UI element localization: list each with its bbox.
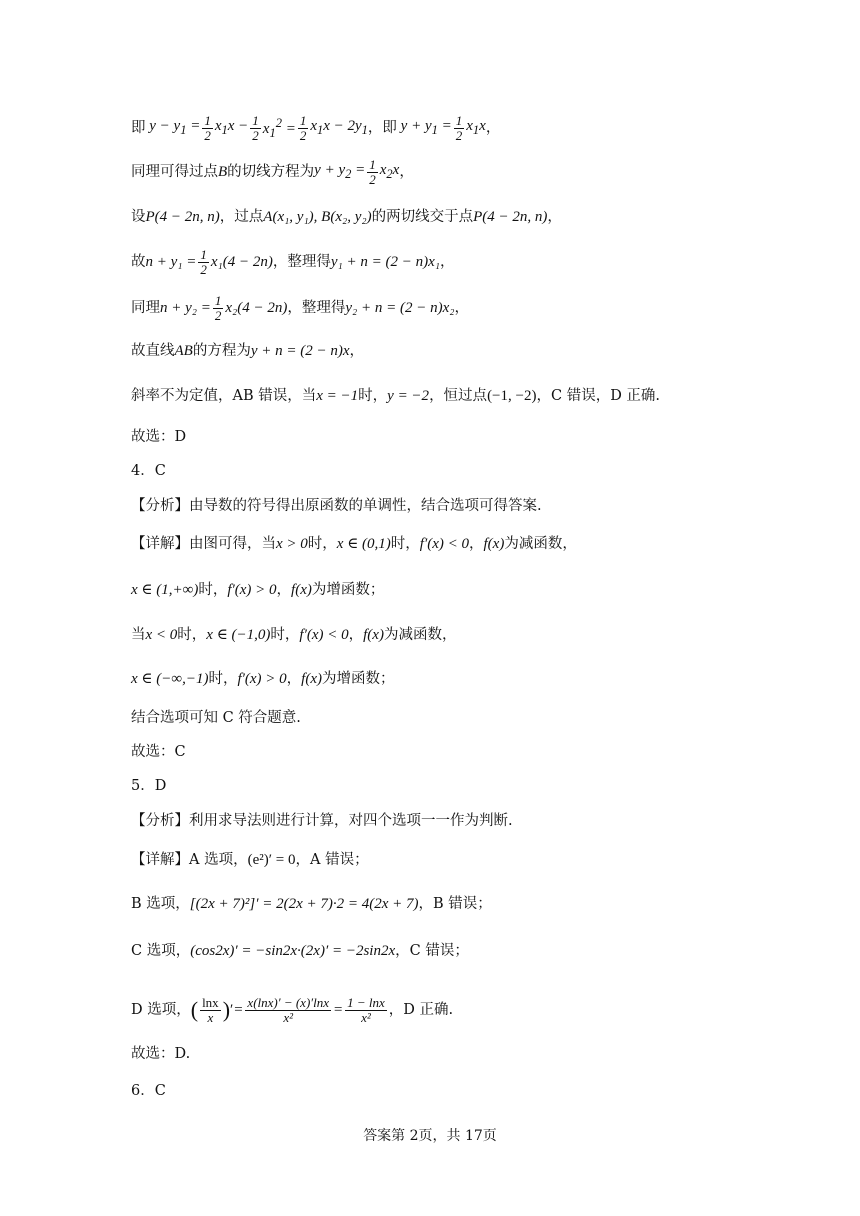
text: 即 [131, 120, 146, 136]
text: 由导数的符号得出原函数的单调性，结合选项可得答案. [189, 498, 542, 514]
text: 故直线 [131, 343, 175, 359]
question-number: 4．C [131, 463, 166, 479]
text: 斜率不为定值，AB 错误，当 [131, 388, 317, 404]
conclusion-line: 结合选项可知 C 符合题意. [131, 710, 301, 726]
text: 同理可得过点 [131, 164, 218, 180]
text: ， [454, 300, 469, 316]
question-number: 5．D [131, 778, 167, 794]
math-expr: y = −2 [387, 388, 430, 404]
text: ，过点 [219, 209, 264, 225]
math-term: $x_2x$ [379, 162, 400, 181]
math-lhs: $y + y_2$ = [314, 162, 366, 181]
text: ，即 [367, 120, 397, 136]
fraction-half: $\frac{1}{2}$ [214, 292, 222, 323]
text: ，C 错误，D 正确. [536, 388, 661, 404]
detail-line-3: 当 x < 0 时， x ∈ (−1,0) 时， f′(x) < 0 ， f(x) 为减函数， [131, 627, 457, 643]
detail-tag: 【详解】 [131, 852, 189, 868]
math-expr: (e²)′ = 0 [247, 852, 296, 868]
solution-line-3 [131, 202, 562, 232]
detail-line-c: C 选项， (cos2x)′ = −sin2x·(2x)′ = −2sin2x ，C 错误； [131, 936, 469, 966]
math-expr: A(x₁, y₁), B(x₂, y₂) [263, 209, 372, 225]
text: 的方程为 [192, 343, 251, 359]
math-term: $x_1x - 2y_1$ [310, 118, 368, 137]
analysis-line [131, 806, 513, 836]
math-lhs: $y + y_1$ = [400, 118, 452, 137]
math-expr: n + y₁ = [145, 254, 197, 270]
solution-line-1 [131, 113, 500, 143]
text: ， [547, 209, 562, 225]
text: 的两切线交于点 [371, 209, 474, 225]
analysis-tag: 【分析】 [131, 498, 189, 514]
math-point: B [218, 164, 228, 180]
fraction-half: $\frac{1}{2}$ [455, 112, 463, 143]
math-expr: P(4 − 2n, n) [145, 209, 220, 225]
page-footer: 答案第 2页，共 17页 [363, 1128, 497, 1144]
detail-line-d: D 选项， ( $\frac{\ln x}{x}$ ) ′ = $\frac{x(\ln x)' - (x)'\ln x}{\text{x²}}$ = $\frac{1 - \ln x}{\text{x²}}$ ，D 正确. [131, 994, 454, 1025]
answer-line: 故选：D [131, 429, 187, 445]
fraction-quotient-rule: $\frac{x(\ln x)' - (x)'\ln x}{\text{x²}}$ [247, 994, 330, 1025]
detail-tag: 【详解】 [131, 536, 189, 552]
fraction-lnx-over-x: $\frac{\ln x}{x}$ [202, 994, 219, 1025]
solution-line-7 [131, 381, 660, 411]
detail-line-a: 【详解】 A 选项， (e²)′ = 0 ，A 错误； [131, 845, 369, 875]
fraction-result: $\frac{1 - \ln x}{\text{x²}}$ [347, 994, 385, 1025]
math-term: $x_1x$ − [214, 118, 249, 137]
analysis-tag: 【分析】 [131, 813, 189, 829]
text: 故 [131, 254, 146, 270]
detail-line-b: B 选项， [(2x + 7)²]′ = 2(2x + 7)·2 = 4(2x + 7) ，B 错误； [131, 889, 492, 919]
text: 利用求导法则进行计算，对四个选项一一作为判断. [189, 813, 513, 829]
answer-line: 故选：D. [131, 1046, 191, 1062]
detail-line-4: x ∈ (−∞,−1) 时， f′(x) > 0 ， f(x) 为增函数； [131, 671, 395, 687]
text: 同理 [131, 300, 160, 316]
math-expr: y + n = (2 − n)x [250, 343, 350, 359]
detail-line-2: x ∈ (1,+∞) 时， f′(x) > 0 ， f(x) 为增函数； [131, 582, 385, 598]
math-expr: P(4 − 2n, n) [473, 209, 548, 225]
math-term: $x_1x$ [466, 118, 486, 137]
math-expr: x₂(4 − 2n) [225, 300, 288, 316]
text: 的切线方程为 [227, 164, 315, 180]
math-expr: (cos2x)′ = −sin2x·(2x)′ = −2sin2x [190, 943, 396, 959]
math-expr: x₁(4 − 2n) [210, 254, 273, 270]
math-expr: y₂ + n = (2 − n)x₂ [345, 300, 455, 316]
math-expr: x = −1 [316, 388, 359, 404]
text: ， [439, 254, 455, 270]
text: ，恒过点 [429, 388, 488, 404]
text: ， [399, 164, 414, 180]
solution-line-5 [131, 293, 469, 323]
fraction-half: $\frac{1}{2}$ [204, 112, 211, 143]
math-expr: AB [174, 343, 193, 359]
text: ， [349, 343, 364, 359]
math-expr: n + y₂ = [160, 300, 211, 316]
solution-line-4 [131, 247, 454, 277]
math-term: $x_1^2$ = [262, 116, 296, 140]
fraction-half: $\frac{1}{2}$ [200, 246, 207, 277]
fraction-half: $\frac{1}{2}$ [299, 112, 307, 143]
math-expr: (−1, −2) [487, 388, 537, 404]
text: ， [485, 120, 501, 136]
math-lhs: $y - y_1$ = [149, 118, 201, 137]
text: ，整理得 [272, 254, 331, 270]
question-number: 6．C [131, 1083, 166, 1099]
answer-line: 故选：C [131, 744, 186, 760]
text: ，整理得 [287, 300, 346, 316]
text: 时， [358, 388, 388, 404]
analysis-line [131, 491, 542, 521]
fraction-half: $\frac{1}{2}$ [252, 112, 259, 143]
solution-line-2 [131, 157, 414, 187]
solution-line-6 [131, 336, 364, 366]
math-expr: y₁ + n = (2 − n)x₁ [330, 254, 440, 270]
text: 设 [131, 209, 146, 225]
fraction-half: $\frac{1}{2}$ [369, 156, 376, 187]
detail-line-1: 【详解】 由图可得，当 x > 0 时， x ∈ (0,1) 时， f′(x) < 0 ， f(x) 为减函数， [131, 529, 577, 559]
math-expr: [(2x + 7)²]′ = 2(2x + 7)·2 = 4(2x + 7) [189, 896, 419, 912]
